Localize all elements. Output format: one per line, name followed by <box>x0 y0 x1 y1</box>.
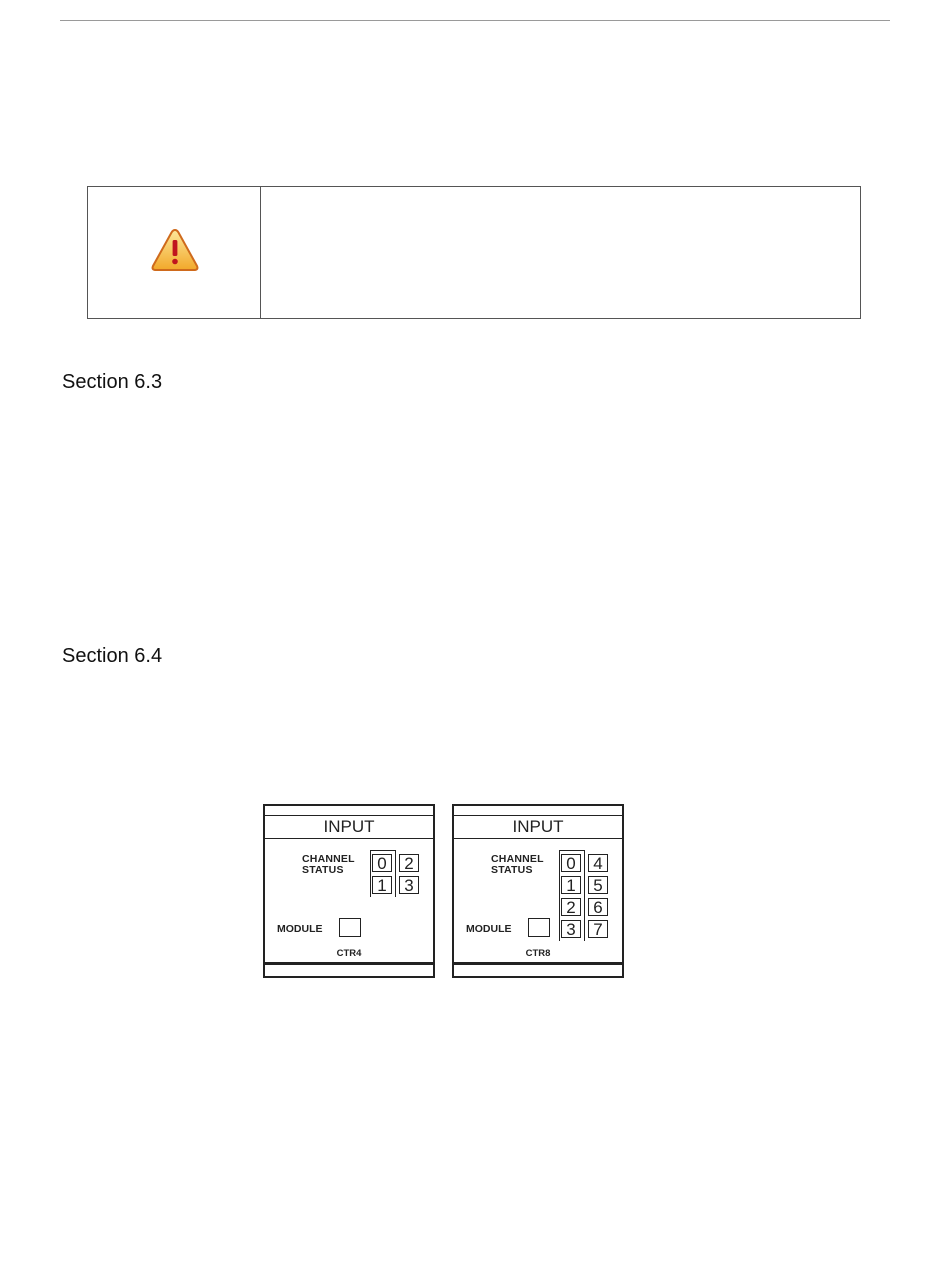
panel-top-strip <box>454 806 622 816</box>
panel-top-strip <box>265 806 433 816</box>
warning-callout <box>87 186 861 319</box>
warning-triangle-icon <box>150 227 200 273</box>
ctr4-input-panel <box>263 804 435 978</box>
module-label: MODULE <box>277 923 323 935</box>
channel-led-1: 1 <box>561 876 581 894</box>
channel-led-0: 0 <box>561 854 581 872</box>
model-label: CTR8 <box>525 948 551 959</box>
module-led <box>339 918 361 937</box>
channel-led-1: 1 <box>372 876 392 894</box>
channel-status-label <box>302 854 355 876</box>
channel-led-2: 2 <box>561 898 581 916</box>
warning-text-cell <box>261 187 860 318</box>
model-label: CTR4 <box>336 948 362 959</box>
channel-led-6: 6 <box>588 898 608 916</box>
section-heading-6-3: Section 6.3 <box>62 371 163 393</box>
header-rule <box>60 20 890 21</box>
channel-label: CHANNEL <box>491 853 544 865</box>
module-led <box>528 918 550 937</box>
panel-bottom-strip <box>265 962 433 976</box>
panel-title: INPUT <box>454 816 622 839</box>
panel-bottom-strip <box>454 962 622 976</box>
channel-led-4: 4 <box>588 854 608 872</box>
channel-label: CHANNEL <box>302 853 355 865</box>
warning-icon-cell <box>88 187 261 318</box>
channel-led-7: 7 <box>588 920 608 938</box>
channel-led-0: 0 <box>372 854 392 872</box>
channel-status-label <box>491 854 544 876</box>
status-label: STATUS <box>302 864 344 876</box>
channel-led-2: 2 <box>399 854 419 872</box>
module-label: MODULE <box>466 923 512 935</box>
channel-led-3: 3 <box>399 876 419 894</box>
status-label: STATUS <box>491 864 533 876</box>
panel-title: INPUT <box>265 816 433 839</box>
channel-led-3: 3 <box>561 920 581 938</box>
ctr8-input-panel <box>452 804 624 978</box>
channel-led-5: 5 <box>588 876 608 894</box>
section-heading-6-4: Section 6.4 <box>62 645 163 667</box>
